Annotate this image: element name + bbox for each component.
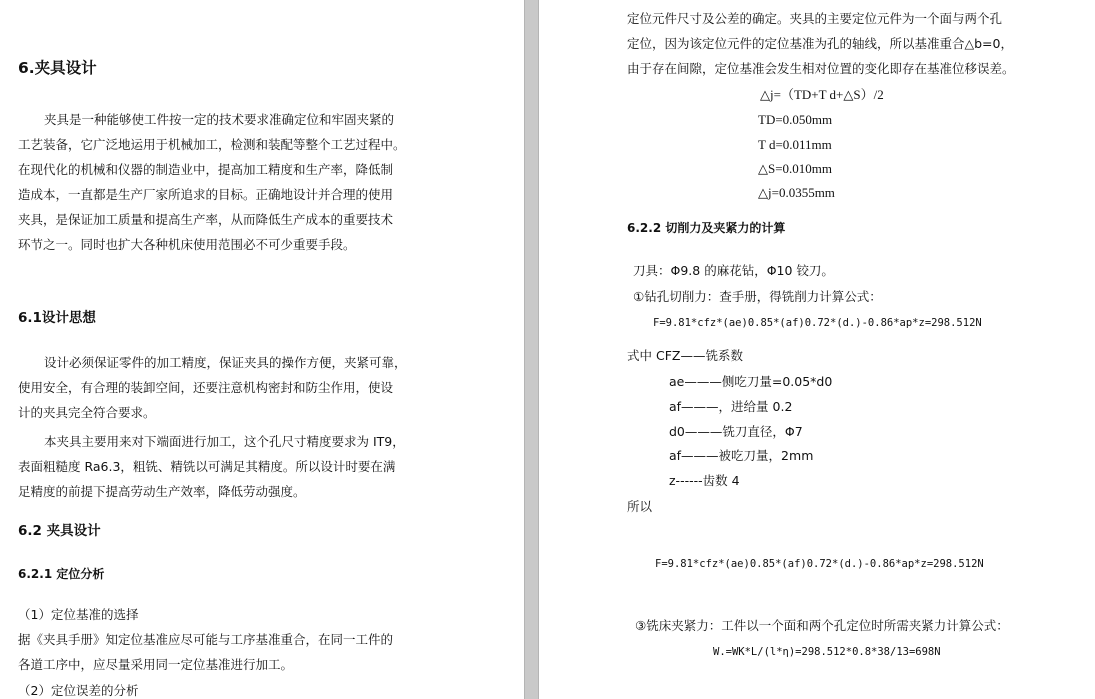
intro-line: 夹具是一种能够使工件按一定的技术要求准确定位和牢固夹紧的 — [44, 112, 395, 127]
where-line: d0———铣刀直径，Φ7 — [669, 424, 803, 439]
equation: F=9.81*cfz*(ae)0.85*(af)0.72*(d.)-0.86*ap*z=298.512N — [655, 558, 984, 570]
para-line: 表面粗糙度 Ra6.3，粗铣、精铣以可满足其精度。所以设计时要在满 — [18, 459, 396, 474]
intro-line: 在现代化的机械和仪器的制造业中，提高加工精度和生产率，降低制 — [18, 162, 394, 177]
formula-line: △j=0.0355mm — [758, 185, 835, 200]
para-line: 使用安全，有合理的装卸空间，还要注意机构密封和防尘作用，使设 — [18, 380, 394, 395]
where-line: af———被吃刀量，2mm — [669, 448, 814, 463]
para-line: 由于存在间隙，定位基准会发生相对位置的变化即存在基准位移误差。 — [627, 61, 1015, 76]
intro-line: 环节之一。同时也扩大各种机床使用范围必不可少重要手段。 — [18, 237, 356, 252]
intro-line: 造成本，一直都是生产厂家所追求的目标。正确地设计并合理的使用 — [18, 187, 394, 202]
where-line: 式中 CFZ——铣系数 — [627, 348, 743, 363]
para-line: 据《夹具手册》知定位基准应尽可能与工序基准重合，在同一工件的 — [18, 632, 394, 647]
so-line: 所以 — [627, 499, 653, 514]
subheading: （1）定位基准的选择 — [18, 607, 139, 622]
where-line: af———，进给量 0.2 — [669, 399, 793, 414]
subheading: （2）定位误差的分析 — [18, 683, 139, 698]
equation: W.=WK*L/(l*η)=298.512*0.8*38/13=698N — [713, 646, 941, 658]
intro-line: 工艺装备，它广泛地运用于机械加工，检测和装配等整个工艺过程中。 — [18, 137, 406, 152]
equation: F=9.81*cfz*(ae)0.85*(af)0.72*(d.)-0.86*ap*z=298.512N — [653, 317, 982, 329]
heading-6-2: 6.2 夹具设计 — [18, 523, 101, 539]
para-line: 定位元件尺寸及公差的确定。夹具的主要定位元件为一个面与两个孔 — [627, 11, 1003, 26]
heading-6-1: 6.1设计思想 — [18, 310, 96, 326]
formula-line: △S=0.010mm — [758, 161, 833, 176]
page-gutter — [524, 0, 539, 699]
para-line: 设计必须保证零件的加工精度，保证夹具的操作方便，夹紧可靠， — [44, 355, 407, 370]
para-line: 本夹具主要用来对下端面进行加工，这个孔尺寸精度要求为 IT9， — [44, 434, 405, 449]
heading-6-2-1: 6.2.1 定位分析 — [18, 567, 105, 581]
formula-line: △j=（TD+T d+△S）/2 — [760, 87, 884, 102]
formula-line: T d=0.011mm — [758, 137, 832, 152]
tool-line: 刀具：Φ9.8 的麻花钻，Φ10 铰刀。 — [633, 263, 834, 278]
clamp-force-title: ③铣床夹紧力：工件以一个面和两个孔定位时所需夹紧力计算公式： — [635, 618, 1009, 633]
where-line: ae———侧吃刀量=0.05*d0 — [669, 374, 833, 389]
para-line: 各道工序中，应尽量采用同一定位基准进行加工。 — [18, 657, 294, 672]
para-line: 计的夹具完全符合要求。 — [18, 405, 156, 420]
heading-6: 6.夹具设计 — [18, 59, 97, 77]
heading-6-2-2: 6.2.2 切削力及夹紧力的计算 — [627, 221, 786, 235]
para-line: 足精度的前提下提高劳动生产效率，降低劳动强度。 — [18, 484, 306, 499]
para-line: 定位，因为该定位元件的定位基准为孔的轴线，所以基准重合△b=0， — [627, 36, 1013, 51]
formula-line: TD=0.050mm — [758, 112, 833, 127]
cutting-force-title: ①钻孔切削力：查手册，得铣削力计算公式： — [633, 289, 882, 304]
where-line: z------齿数 4 — [669, 473, 740, 488]
intro-line: 夹具，是保证加工质量和提高生产率，从而降低生产成本的重要技术 — [18, 212, 394, 227]
